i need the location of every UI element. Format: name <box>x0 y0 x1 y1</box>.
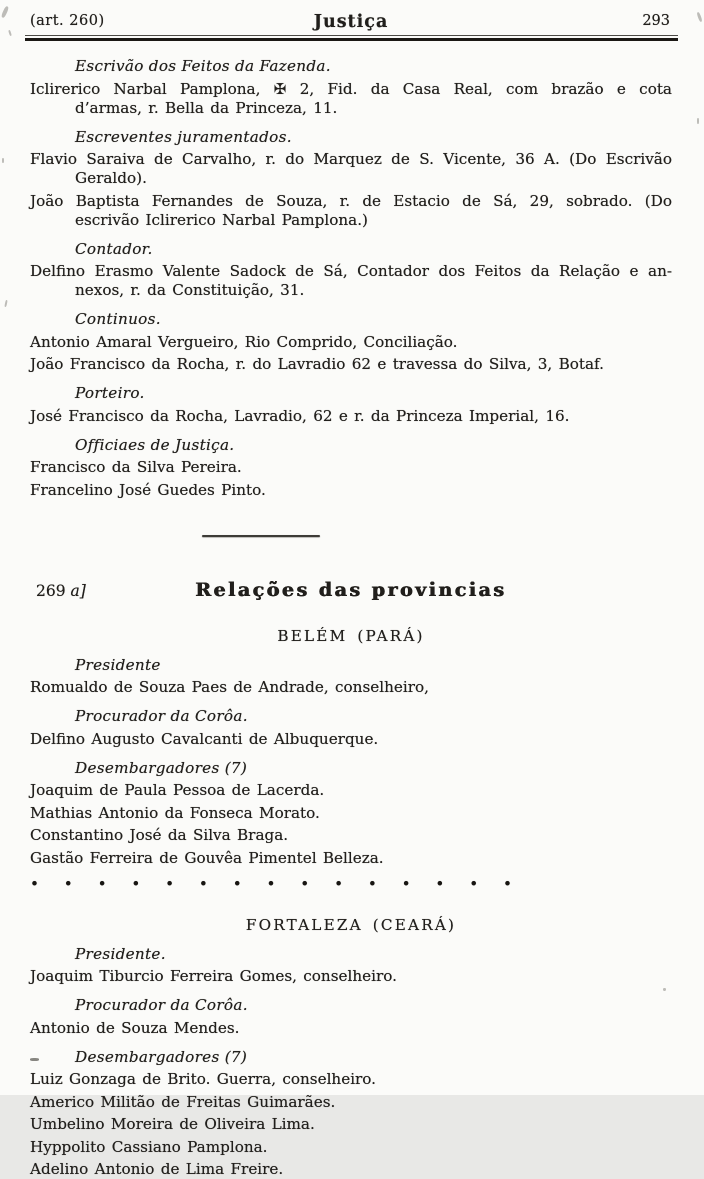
entry-line: Romualdo de Souza Paes de Andrade, conselheiro, <box>30 678 672 697</box>
provinces-title-row <box>30 579 672 605</box>
section-divider-rule <box>202 535 320 537</box>
role-heading: Desembargadores (7) <box>75 1048 672 1067</box>
entry-line: Joaquim de Paula Pessoa de Lacerda. <box>30 781 672 800</box>
entry-line: Francisco da Silva Pereira. <box>30 458 672 477</box>
province-section <box>30 916 672 1179</box>
entry-line: Constantino José da Silva Braga. <box>30 826 672 845</box>
scan-speckle <box>697 118 699 124</box>
provinces-directory <box>30 627 672 1179</box>
role-heading: Procurador da Corôa. <box>75 707 672 726</box>
scan-speckle <box>30 1058 39 1061</box>
scan-speckle <box>4 300 7 307</box>
entry-line-continuation: Geraldo). <box>75 169 672 188</box>
entry-line: Antonio Amaral Vergueiro, Rio Comprido, Conciliação. <box>30 333 672 352</box>
entry-line: Francelino José Guedes Pinto. <box>30 481 672 500</box>
entry-line: Iclirerico Narbal Pamplona, ✠ 2, Fid. da Casa Real, com brazão e cota <box>30 80 672 99</box>
role-heading: Escrivão dos Feitos da Fazenda. <box>75 57 672 76</box>
entry-line: Adelino Antonio de Lima Freire. <box>30 1160 672 1179</box>
entry-line-continuation: nexos, r. da Constituição, 31. <box>75 281 672 300</box>
role-heading: Contador. <box>75 240 672 259</box>
capital-directory <box>30 57 672 500</box>
role-heading: Desembargadores (7) <box>75 759 672 778</box>
entry-line: Hyppolito Cassiano Pamplona. <box>30 1138 672 1157</box>
scan-speckle <box>696 12 702 22</box>
entry-line-continuation: d’armas, r. Bella da Princeza, 11. <box>75 99 672 118</box>
article-reference: (art. 260) <box>30 13 105 29</box>
entry-line: Mathias Antonio da Fonseca Morato. <box>30 804 672 823</box>
entry-line: João Baptista Fernandes de Souza, r. de Estacio de Sá, 29, sobrado. (Do <box>30 192 672 211</box>
role-heading: Presidente. <box>75 945 672 964</box>
header-double-rule <box>25 35 678 41</box>
page-header <box>30 12 672 32</box>
entry-line-continuation: escrivão Iclirerico Narbal Pamplona.) <box>75 211 672 230</box>
omission-dots: • • • • • • • • • • • • • • • <box>30 875 672 894</box>
entry-line: Flavio Saraiva de Carvalho, r. do Marquez de S. Vicente, 36 A. (Do Escrivão <box>30 150 672 169</box>
entry-line: Antonio de Souza Mendes. <box>30 1019 672 1038</box>
page-number: 293 <box>642 13 670 29</box>
role-heading: Porteiro. <box>75 384 672 403</box>
entry-line: Americo Militão de Freitas Guimarães. <box>30 1093 672 1112</box>
entry-line: Delfino Erasmo Valente Sadock de Sá, Contador dos Feitos da Relação e an- <box>30 262 672 281</box>
entry-line: Luiz Gonzaga de Brito. Guerra, conselheiro. <box>30 1070 672 1089</box>
page-title: Justiça <box>314 12 389 32</box>
entry-line: Joaquim Tiburcio Ferreira Gomes, conselheiro. <box>30 967 672 986</box>
scan-speckle <box>1 6 10 19</box>
entry-line: José Francisco da Rocha, Lavradio, 62 e r. da Princeza Imperial, 16. <box>30 407 672 426</box>
entry-line: Delfino Augusto Cavalcanti de Albuquerque. <box>30 730 672 749</box>
section-title: Relações das provincias <box>195 579 506 601</box>
role-heading: Presidente <box>75 656 672 675</box>
province-section <box>30 627 672 894</box>
scan-speckle <box>2 158 4 163</box>
scan-speckle <box>8 30 12 36</box>
entry-line: Gastão Ferreira de Gouvêa Pimentel Belleza. <box>30 849 672 868</box>
role-heading: Procurador da Corôa. <box>75 996 672 1015</box>
entry-line: João Francisco da Rocha, r. do Lavradio 62 e travessa do Silva, 3, Botaf. <box>30 355 672 374</box>
province-heading: BELÉM (PARÁ) <box>30 627 672 646</box>
role-heading: Continuos. <box>75 310 672 329</box>
role-heading: Officiaes de Justiça. <box>75 436 672 455</box>
entry-line: Umbelino Moreira de Oliveira Lima. <box>30 1115 672 1134</box>
role-heading: Escreventes juramentados. <box>75 128 672 147</box>
province-heading: FORTALEZA (CEARÁ) <box>30 916 672 935</box>
scan-speckle <box>663 988 666 991</box>
marginal-reference: 269 a] <box>36 582 86 600</box>
